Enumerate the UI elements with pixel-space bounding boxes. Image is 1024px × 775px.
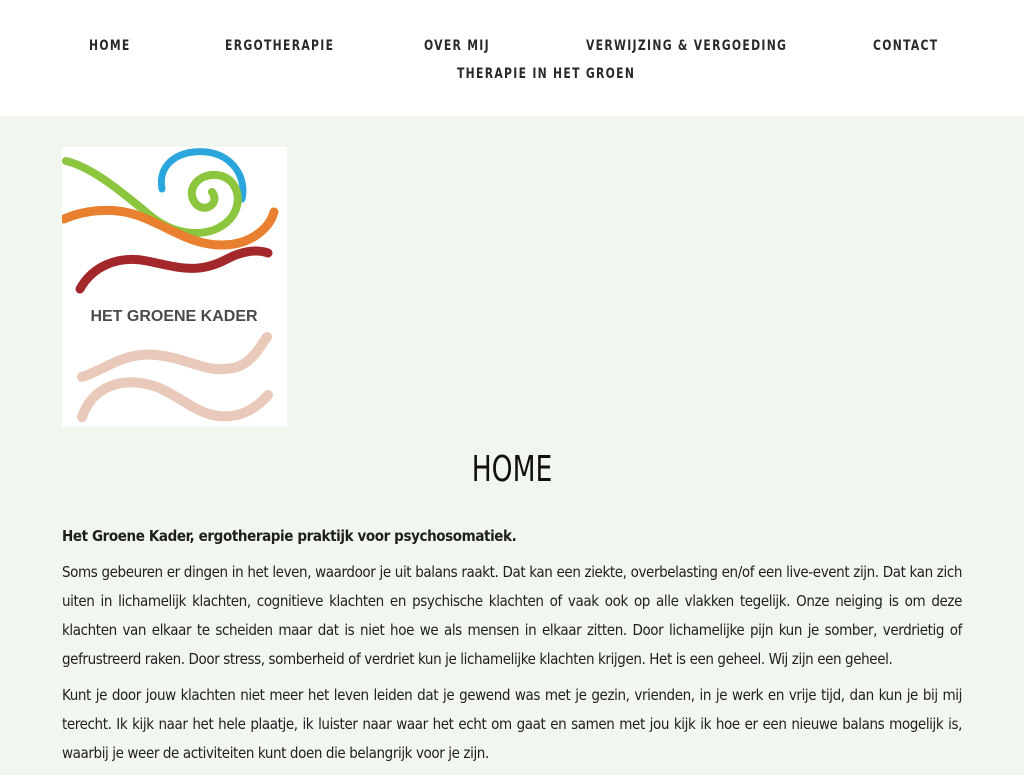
body-paragraph-1: Soms gebeuren er dingen in het leven, waardoor je uit balans raakt. Dat kan een ziekte, overbelasting en/of een live-event zijn. Dat kan zich uiten in lichamelijk klachten, cognitieve klachten en psychische klachten of vaak ook op alle vlakken tegelijk. Onze neiging is om deze klachten van elkaar te scheiden maar dat is niet hoe we als mensen in elkaar zitten. Door lichamelijke pijn kun je somber, verdrietig of gefrustreerd raken. Door stress, somberheid of verdriet kun je lichamelijke klachten krijgen. Het is een geheel. Wij zijn een geheel. xyxy=(62,563,962,668)
nav-over-mij[interactable]: OVER MIJ xyxy=(424,38,490,54)
logo-red-wave xyxy=(80,251,268,289)
nav-home[interactable]: HOME xyxy=(89,38,131,54)
site-logo[interactable] xyxy=(62,147,287,427)
site-header xyxy=(0,0,1024,116)
nav-verwijzing-vergoeding[interactable]: VERWIJZING & VERGOEDING xyxy=(586,38,788,54)
page-title: HOME xyxy=(471,449,553,490)
nav-ergotherapie[interactable]: ERGOTHERAPIE xyxy=(225,38,335,54)
nav-therapie-in-het-groen[interactable]: THERAPIE IN HET GROEN xyxy=(457,66,636,82)
body-paragraph-2: Kunt je door jouw klachten niet meer het leven leiden dat je gewend was met je gezin, vrienden, in je werk en vrije tijd, dan kun je bij mij terecht. Ik kijk naar het hele plaatje, ik luister naar waar het echt om gaat en samen met jou kijk ik hoe er een nieuwe balans mogelijk is, waarbij je weer de activiteiten kunt doen die belangrijk voor je zijn. xyxy=(62,686,962,762)
logo-graphic xyxy=(62,147,287,427)
nav-contact[interactable]: CONTACT xyxy=(873,38,939,54)
logo-pink-wave-bottom xyxy=(82,382,268,417)
logo-pink-wave-top xyxy=(82,337,267,377)
logo-text: HET GROENE KADER xyxy=(90,308,258,325)
page-content xyxy=(62,522,962,775)
intro-paragraph: Het Groene Kader, ergotherapie praktijk voor psychosomatiek. xyxy=(62,527,517,545)
logo-orange-wave xyxy=(64,210,274,245)
